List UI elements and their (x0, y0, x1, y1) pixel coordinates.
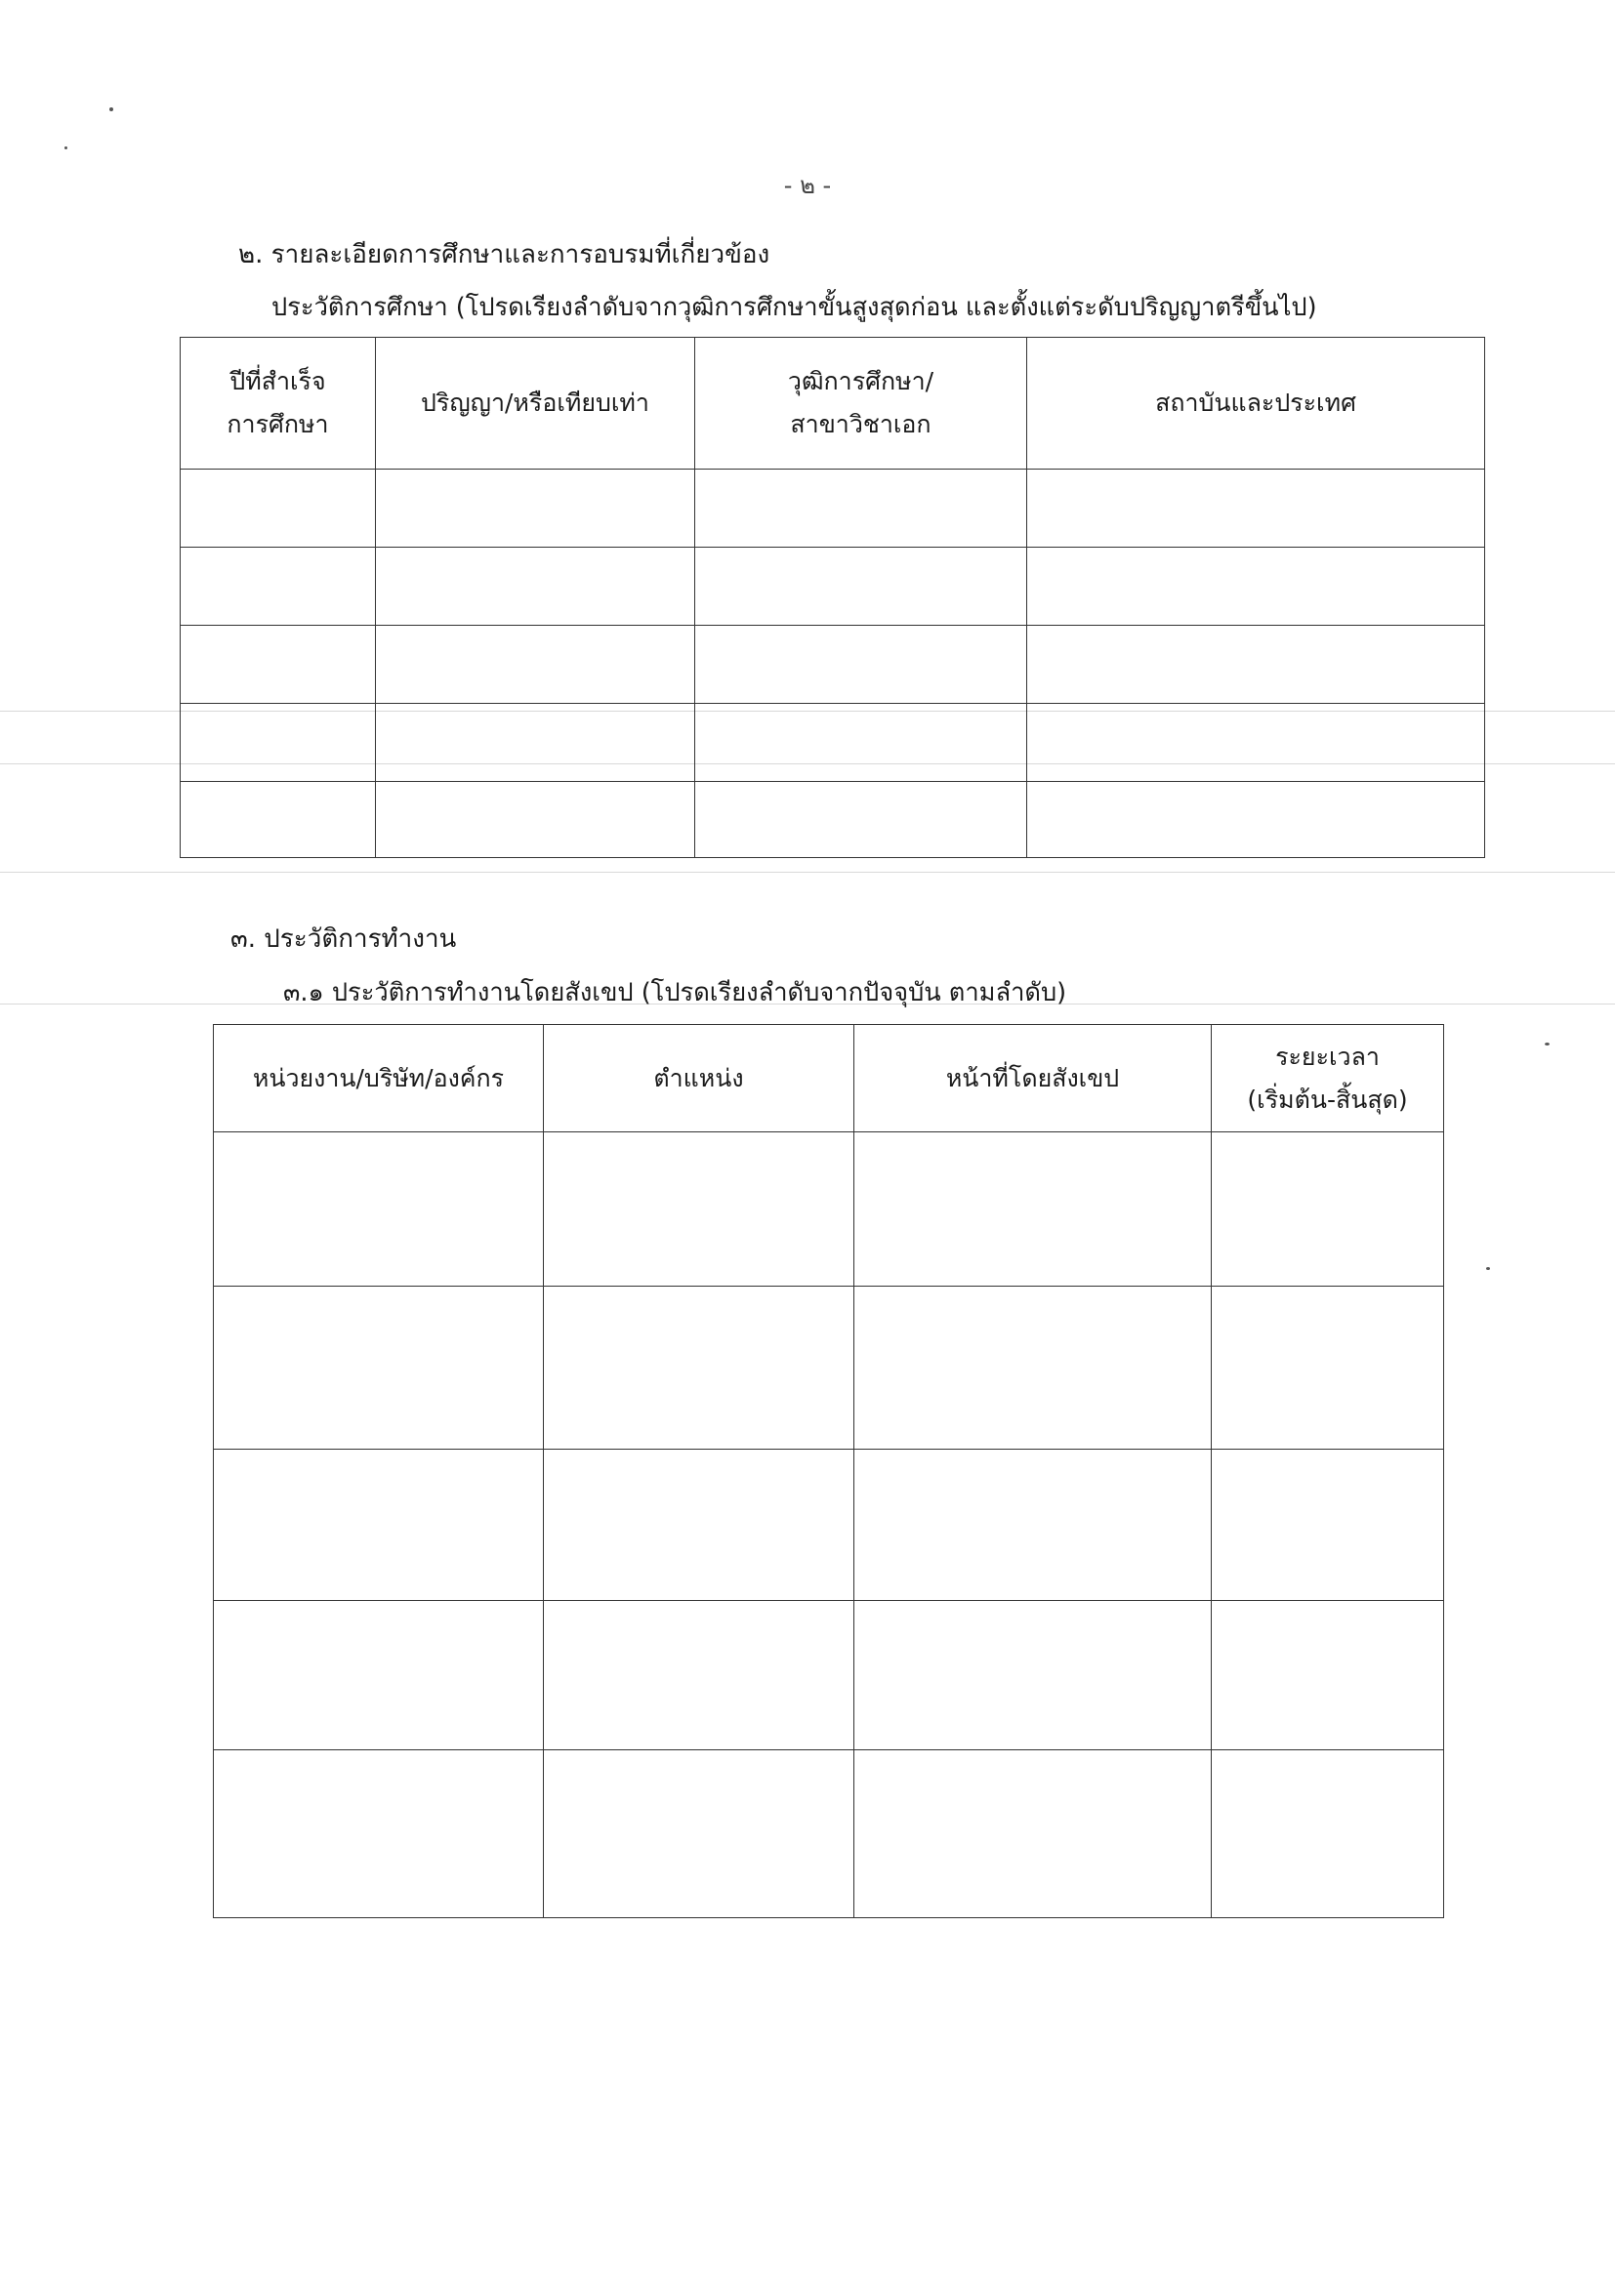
scan-artifact-line (0, 872, 1615, 873)
table-cell[interactable] (181, 548, 376, 626)
header-line: หน่วยงาน/บริษัท/องค์กร (252, 1063, 505, 1092)
table-cell[interactable] (544, 1287, 854, 1450)
table-cell[interactable] (181, 470, 376, 548)
scan-speck (1545, 1043, 1550, 1046)
table-cell[interactable] (544, 1450, 854, 1601)
table-cell[interactable] (376, 704, 695, 782)
column-header-institution-country (1027, 338, 1485, 470)
table-row (181, 470, 1485, 548)
page-number: - ๒ - (783, 172, 832, 199)
column-header-qualification-major (695, 338, 1027, 470)
section-3-heading: ๓. ประวัติการทำงาน (230, 924, 457, 954)
column-header-duration (1212, 1025, 1444, 1132)
table-cell[interactable] (1027, 704, 1485, 782)
table-cell[interactable] (695, 548, 1027, 626)
table-cell[interactable] (1027, 782, 1485, 858)
table-cell[interactable] (214, 1450, 544, 1601)
header-line: การศึกษา (227, 410, 329, 438)
table-cell[interactable] (854, 1750, 1212, 1918)
table-cell[interactable] (695, 626, 1027, 704)
header-line: ปริญญา/หรือเทียบเท่า (421, 389, 649, 417)
table-cell[interactable] (214, 1287, 544, 1450)
work-history-summary-title: ๓.๑ ประวัติการทำงานโดยสังเขป (โปรดเรียงลำดับจากปัจจุบัน ตามลำดับ) (283, 978, 1067, 1007)
table-row (181, 548, 1485, 626)
table-cell[interactable] (544, 1750, 854, 1918)
table-cell[interactable] (214, 1601, 544, 1750)
table-cell[interactable] (181, 626, 376, 704)
table-cell[interactable] (1212, 1132, 1444, 1287)
table-row (181, 782, 1485, 858)
header-line: สาขาวิชาเอก (790, 410, 932, 438)
header-line: (เริ่มต้น-สิ้นสุด) (1247, 1085, 1408, 1114)
table-cell[interactable] (695, 704, 1027, 782)
table-cell[interactable] (181, 704, 376, 782)
education-history-table (180, 337, 1485, 858)
table-row (214, 1287, 1444, 1450)
table-cell[interactable] (854, 1132, 1212, 1287)
table-cell[interactable] (1027, 548, 1485, 626)
table-cell[interactable] (695, 470, 1027, 548)
column-header-position (544, 1025, 854, 1132)
table-cell[interactable] (181, 782, 376, 858)
table-row (214, 1132, 1444, 1287)
header-line: วุฒิการศึกษา/ (787, 367, 934, 395)
table-cell[interactable] (544, 1132, 854, 1287)
column-header-organization (214, 1025, 544, 1132)
header-line: ตำแหน่ง (653, 1063, 744, 1092)
table-cell[interactable] (1212, 1287, 1444, 1450)
table-cell[interactable] (376, 548, 695, 626)
table-row (214, 1601, 1444, 1750)
table-cell[interactable] (1212, 1601, 1444, 1750)
table-cell[interactable] (695, 782, 1027, 858)
table-cell[interactable] (1027, 626, 1485, 704)
column-header-duties (854, 1025, 1212, 1132)
column-header-graduation-year (181, 338, 376, 470)
table-cell[interactable] (1027, 470, 1485, 548)
column-header-degree (376, 338, 695, 470)
table-cell[interactable] (376, 782, 695, 858)
work-history-table (213, 1024, 1444, 1918)
header-line: ระยะเวลา (1275, 1042, 1380, 1071)
table-cell[interactable] (544, 1601, 854, 1750)
section-2-heading: ๒. รายละเอียดการศึกษาและการอบรมที่เกี่ยวข้อง (238, 240, 770, 269)
table-cell[interactable] (1212, 1450, 1444, 1601)
scan-speck (1486, 1267, 1490, 1270)
table-row (181, 626, 1485, 704)
table-header-row (214, 1025, 1444, 1132)
scan-speck (109, 107, 113, 111)
table-row (214, 1450, 1444, 1601)
header-line: หน้าที่โดยสังเขป (945, 1063, 1120, 1092)
table-cell[interactable] (1212, 1750, 1444, 1918)
table-header-row (181, 338, 1485, 470)
header-line: สถาบันและประเทศ (1155, 389, 1356, 417)
table-cell[interactable] (854, 1450, 1212, 1601)
table-cell[interactable] (376, 626, 695, 704)
scan-speck (64, 146, 67, 149)
education-history-title: ประวัติการศึกษา (โปรดเรียงลำดับจากวุฒิการศึกษาขั้นสูงสุดก่อน และตั้งแต่ระดับปริญญาตรีขึ้นไป) (271, 293, 1317, 322)
table-cell[interactable] (376, 470, 695, 548)
header-line: ปีที่สำเร็จ (229, 367, 326, 395)
table-cell[interactable] (854, 1287, 1212, 1450)
table-cell[interactable] (854, 1601, 1212, 1750)
table-cell[interactable] (214, 1750, 544, 1918)
table-cell[interactable] (214, 1132, 544, 1287)
table-row (214, 1750, 1444, 1918)
table-row (181, 704, 1485, 782)
